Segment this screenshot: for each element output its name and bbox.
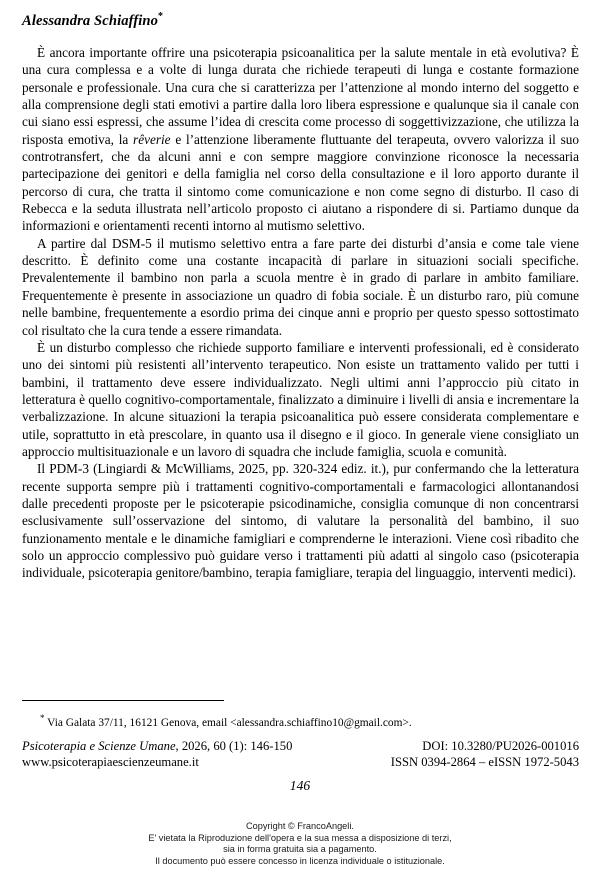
copyright-footer [0, 821, 600, 867]
author-name: Alessandra Schiaffino [22, 12, 159, 29]
journal-doi: DOI: 10.3280/PU2026-001016 [422, 739, 579, 753]
text-run: A partire dal DSM-5 il mutismo selettivo entra a fare parte dei disturbi d’ansia e come tale viene descritto. È definito come una costante incapacità di parlare in situazioni sociali specifiche. Prevalentemente il bambino non parla a scuola mentre è in grado di parlare in ambito familiare. Frequentemente è presente in associazione un quadro di fobia sociale. È un disturbo raro, più comune nelle bambine, frequentemente a esordio prima dei cinque anni e proprio per questo spesso sottostimato col risultato che la cura tende a essere rimandata. [22, 235, 579, 338]
text-run: e l’attenzione liberamente fluttuante del terapeuta, ovvero valorizza il suo controtransfert, che da alcuni anni e con sempre maggiore convinzione riconosce la necessaria partecipazione dei genitori e della famiglia nel corso della consultazione e il loro apporto durante il percorso di cura, che tratta il sintomo come comunicazione e non come segno di disturbo. Il caso di Rebecca e la seduta illustrata nell’articolo proposto ci aiutano a rispondere di si. Partiamo dunque da informazioni e orientamenti recenti intorno al mutismo selettivo. [22, 131, 580, 234]
journal-volume-pages: , 2026, 60 (1): 146-150 [175, 739, 293, 753]
copyright-line: sia in forma gratuita sia a pagamento. [223, 844, 377, 855]
journal-title: Psicoterapia e Scienze Umane [22, 739, 176, 753]
body-paragraph [22, 460, 579, 581]
journal-issn: ISSN 0394-2864 – eISSN 1972-5043 [390, 754, 579, 769]
footnote-separator-rule [22, 700, 224, 701]
journal-website[interactable]: www.psicoterapiaescienzeumane.it [22, 754, 199, 769]
article-body [22, 44, 579, 582]
page-number: 146 [289, 778, 311, 793]
copyright-line: Il documento può essere concesso in licenza individuale o istituzionale. [155, 855, 445, 866]
footnote-text: Via Galata 37/11, 16121 Genova, email <alessandra.schiaffino10@gmail.com>. [47, 716, 412, 729]
journal-info [22, 739, 579, 770]
journal-row-issn [22, 755, 579, 771]
text-run: È un disturbo complesso che richiede supporto familiare e interventi professionali, ed è considerato uno dei sintomi più resistenti all’intervento terapeutico. Non esiste un trattamento valido per tutti i bambini, il trattamento deve essere individualizzato. Negli ultimi anni l’approccio più citato in letteratura è quello cognitivo-comportamentale, finalizzato a diminuire i livelli di ansia e incrementare la verbalizzazione. In alcune situazioni la terapia psicoanalitica può essere considerata complementare e utile, soprattutto in età prescolare, in quanto usa il disegno e il gioco. In generale viene consigliato un approccio multisituazionale e un lavoro di squadra che include famiglia, scuola e comunità. [22, 339, 579, 459]
journal-row-citation [22, 739, 579, 755]
body-paragraph [22, 235, 579, 339]
text-run: È ancora importante offrire una psicoterapia psicoanalitica per la salute mentale in età evolutiva? È una cura complessa e a volte di lunga durata che richiede terapeuti di lunga e costante formazione personale e professionale. Una cura che si caratterizza per l’attenzione al mondo interno del soggetto e alla comprensione degli stati emotivi a partire dalla loro libera espressione e qualunque sia il canale con cui siano essi espressi, che assume l’idea di crescita come processo di soggettivizzazione, che utilizza la risposta emotiva, la [22, 45, 579, 147]
copyright-line: E' vietata la Riproduzione dell'opera e la sua messa a disposizione di terzi, [148, 832, 452, 843]
body-paragraph [22, 44, 579, 235]
footnote-marker: * [40, 713, 45, 723]
journal-citation [22, 739, 292, 755]
footnote-block [40, 711, 580, 730]
copyright-line: Copyright © FrancoAngeli. [246, 821, 354, 831]
emphasized-term: rêverie [133, 131, 171, 147]
author-footnote-marker: * [158, 11, 164, 22]
author-byline [22, 11, 163, 30]
body-paragraph [22, 339, 579, 460]
text-run: Il PDM-3 (Lingiardi & McWilliams, 2025, pp. 320-324 ediz. it.), pur confermando che la letteratura recente supporta sempre più i trattamenti cognitivo-comportamentali e farmacologici allontanandosi dalle precedenti proposte per le psicoterapie psicodinamiche, consiglia comunque di non concentrarsi esclusivamente sull’osservazione del sintomo, di valutare la personalità del bambino, il suo funzionamento mentale e le dinamiche famigliari e comprenderne le interazioni. Viene così ribadito che solo un approccio complessivo può guidare verso i trattamenti più adatti al singolo caso (psicoterapia individuale, psicoterapia genitore/bambino, terapia famigliare, terapia del linguaggio, interventi medici). [22, 461, 579, 581]
